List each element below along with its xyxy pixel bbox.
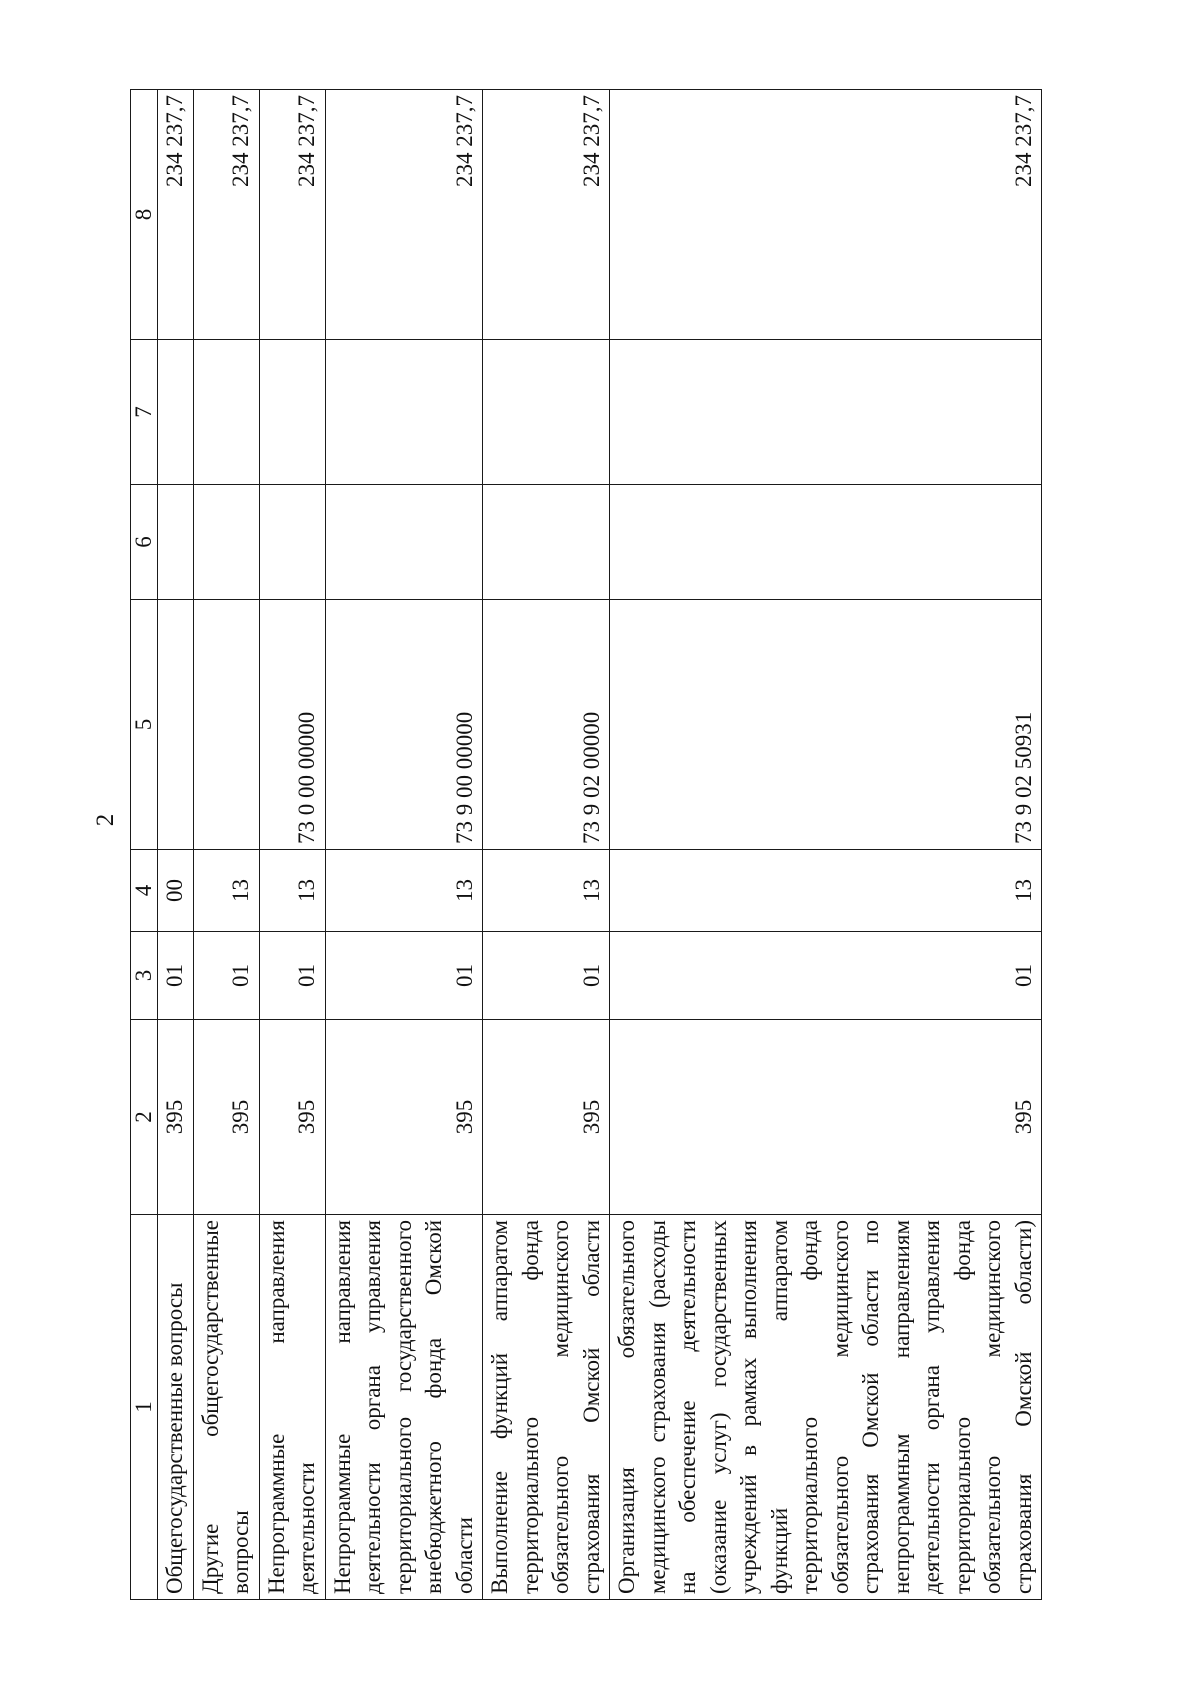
cell-col-4: 13 — [483, 850, 610, 932]
cell-col-2: 395 — [158, 1020, 194, 1215]
cell-col-7 — [483, 340, 610, 485]
cell-col-5: 73 9 02 50931 — [610, 600, 1042, 850]
cell-col-6 — [158, 485, 194, 600]
row-name — [325, 1215, 483, 1600]
cell-col-5 — [158, 600, 194, 850]
cell-col-5 — [193, 600, 259, 850]
header-col-8: 8 — [131, 90, 158, 340]
cell-col-5: 73 9 00 00000 — [325, 600, 483, 850]
row-name-text: Общегосударственные вопросы — [162, 1282, 187, 1594]
cell-col-2: 395 — [325, 1020, 483, 1215]
cell-col-6 — [193, 485, 259, 600]
cell-col-3: 01 — [483, 932, 610, 1020]
table-row — [259, 90, 325, 1600]
cell-col-2: 395 — [483, 1020, 610, 1215]
cell-col-3: 01 — [158, 932, 194, 1020]
cell-col-3: 01 — [610, 932, 1042, 1020]
cell-col-6 — [259, 485, 325, 600]
row-name-text: Организация обязательного медицинского страхования (расходы на обеспечение деятельности (оказание услуг) государственных учреждений в рамках выполнения функций аппаратом территориального фонда обязательного медицинского страхования Омской области по непрограммным направлениям деятельности органа управления территориального фонда обязательного медицинского страхования Омской области) — [614, 1220, 1036, 1594]
rotated-page-content — [130, 90, 1036, 1600]
header-col-1: 1 — [131, 1215, 158, 1600]
table-row — [158, 90, 194, 1600]
cell-col-3: 01 — [325, 932, 483, 1020]
header-col-2: 2 — [131, 1020, 158, 1215]
cell-col-8: 234 237,7 — [193, 90, 259, 340]
cell-col-5: 73 0 00 00000 — [259, 600, 325, 850]
cell-col-4: 13 — [259, 850, 325, 932]
cell-col-8: 234 237,7 — [259, 90, 325, 340]
row-name-text: Другие общегосударственные вопросы — [197, 1220, 253, 1594]
table-row — [193, 90, 259, 1600]
cell-col-7 — [610, 340, 1042, 485]
cell-col-4: 13 — [325, 850, 483, 932]
cell-col-3: 01 — [193, 932, 259, 1020]
row-name-text: Непрограммные направления деятельности — [263, 1220, 319, 1594]
cell-col-7 — [325, 340, 483, 485]
cell-col-4: 00 — [158, 850, 194, 932]
cell-col-3: 01 — [259, 932, 325, 1020]
cell-col-2: 395 — [259, 1020, 325, 1215]
cell-col-5: 73 9 02 00000 — [483, 600, 610, 850]
cell-col-8: 234 237,7 — [325, 90, 483, 340]
header-col-3: 3 — [131, 932, 158, 1020]
header-col-7: 7 — [131, 340, 158, 485]
row-name-text: Непрограммные направления деятельности органа управления территориального государственного внебюджетного фонда Омской области — [329, 1220, 477, 1594]
table-row — [483, 90, 610, 1600]
table-row — [325, 90, 483, 1600]
cell-col-6 — [325, 485, 483, 600]
header-col-4: 4 — [131, 850, 158, 932]
row-name-text: Выполнение функций аппаратом территориального фонда обязательного медицинского страхования Омской области — [487, 1220, 604, 1594]
cell-col-7 — [158, 340, 194, 485]
cell-col-7 — [259, 340, 325, 485]
budget-table — [130, 89, 1042, 1600]
row-name — [158, 1215, 194, 1600]
row-name — [193, 1215, 259, 1600]
table-row — [610, 90, 1042, 1600]
cell-col-2: 395 — [193, 1020, 259, 1215]
header-col-5: 5 — [131, 600, 158, 850]
cell-col-4: 13 — [610, 850, 1042, 932]
cell-col-2: 395 — [610, 1020, 1042, 1215]
row-name — [259, 1215, 325, 1600]
cell-col-6 — [610, 485, 1042, 600]
row-name — [610, 1215, 1042, 1600]
row-name — [483, 1215, 610, 1600]
cell-col-8: 234 237,7 — [158, 90, 194, 340]
cell-col-4: 13 — [193, 850, 259, 932]
header-col-6: 6 — [131, 485, 158, 600]
page-number: 2 — [92, 813, 119, 827]
table-header-row — [131, 90, 158, 1600]
cell-col-6 — [483, 485, 610, 600]
cell-col-8: 234 237,7 — [483, 90, 610, 340]
cell-col-8: 234 237,7 — [610, 90, 1042, 340]
cell-col-7 — [193, 340, 259, 485]
